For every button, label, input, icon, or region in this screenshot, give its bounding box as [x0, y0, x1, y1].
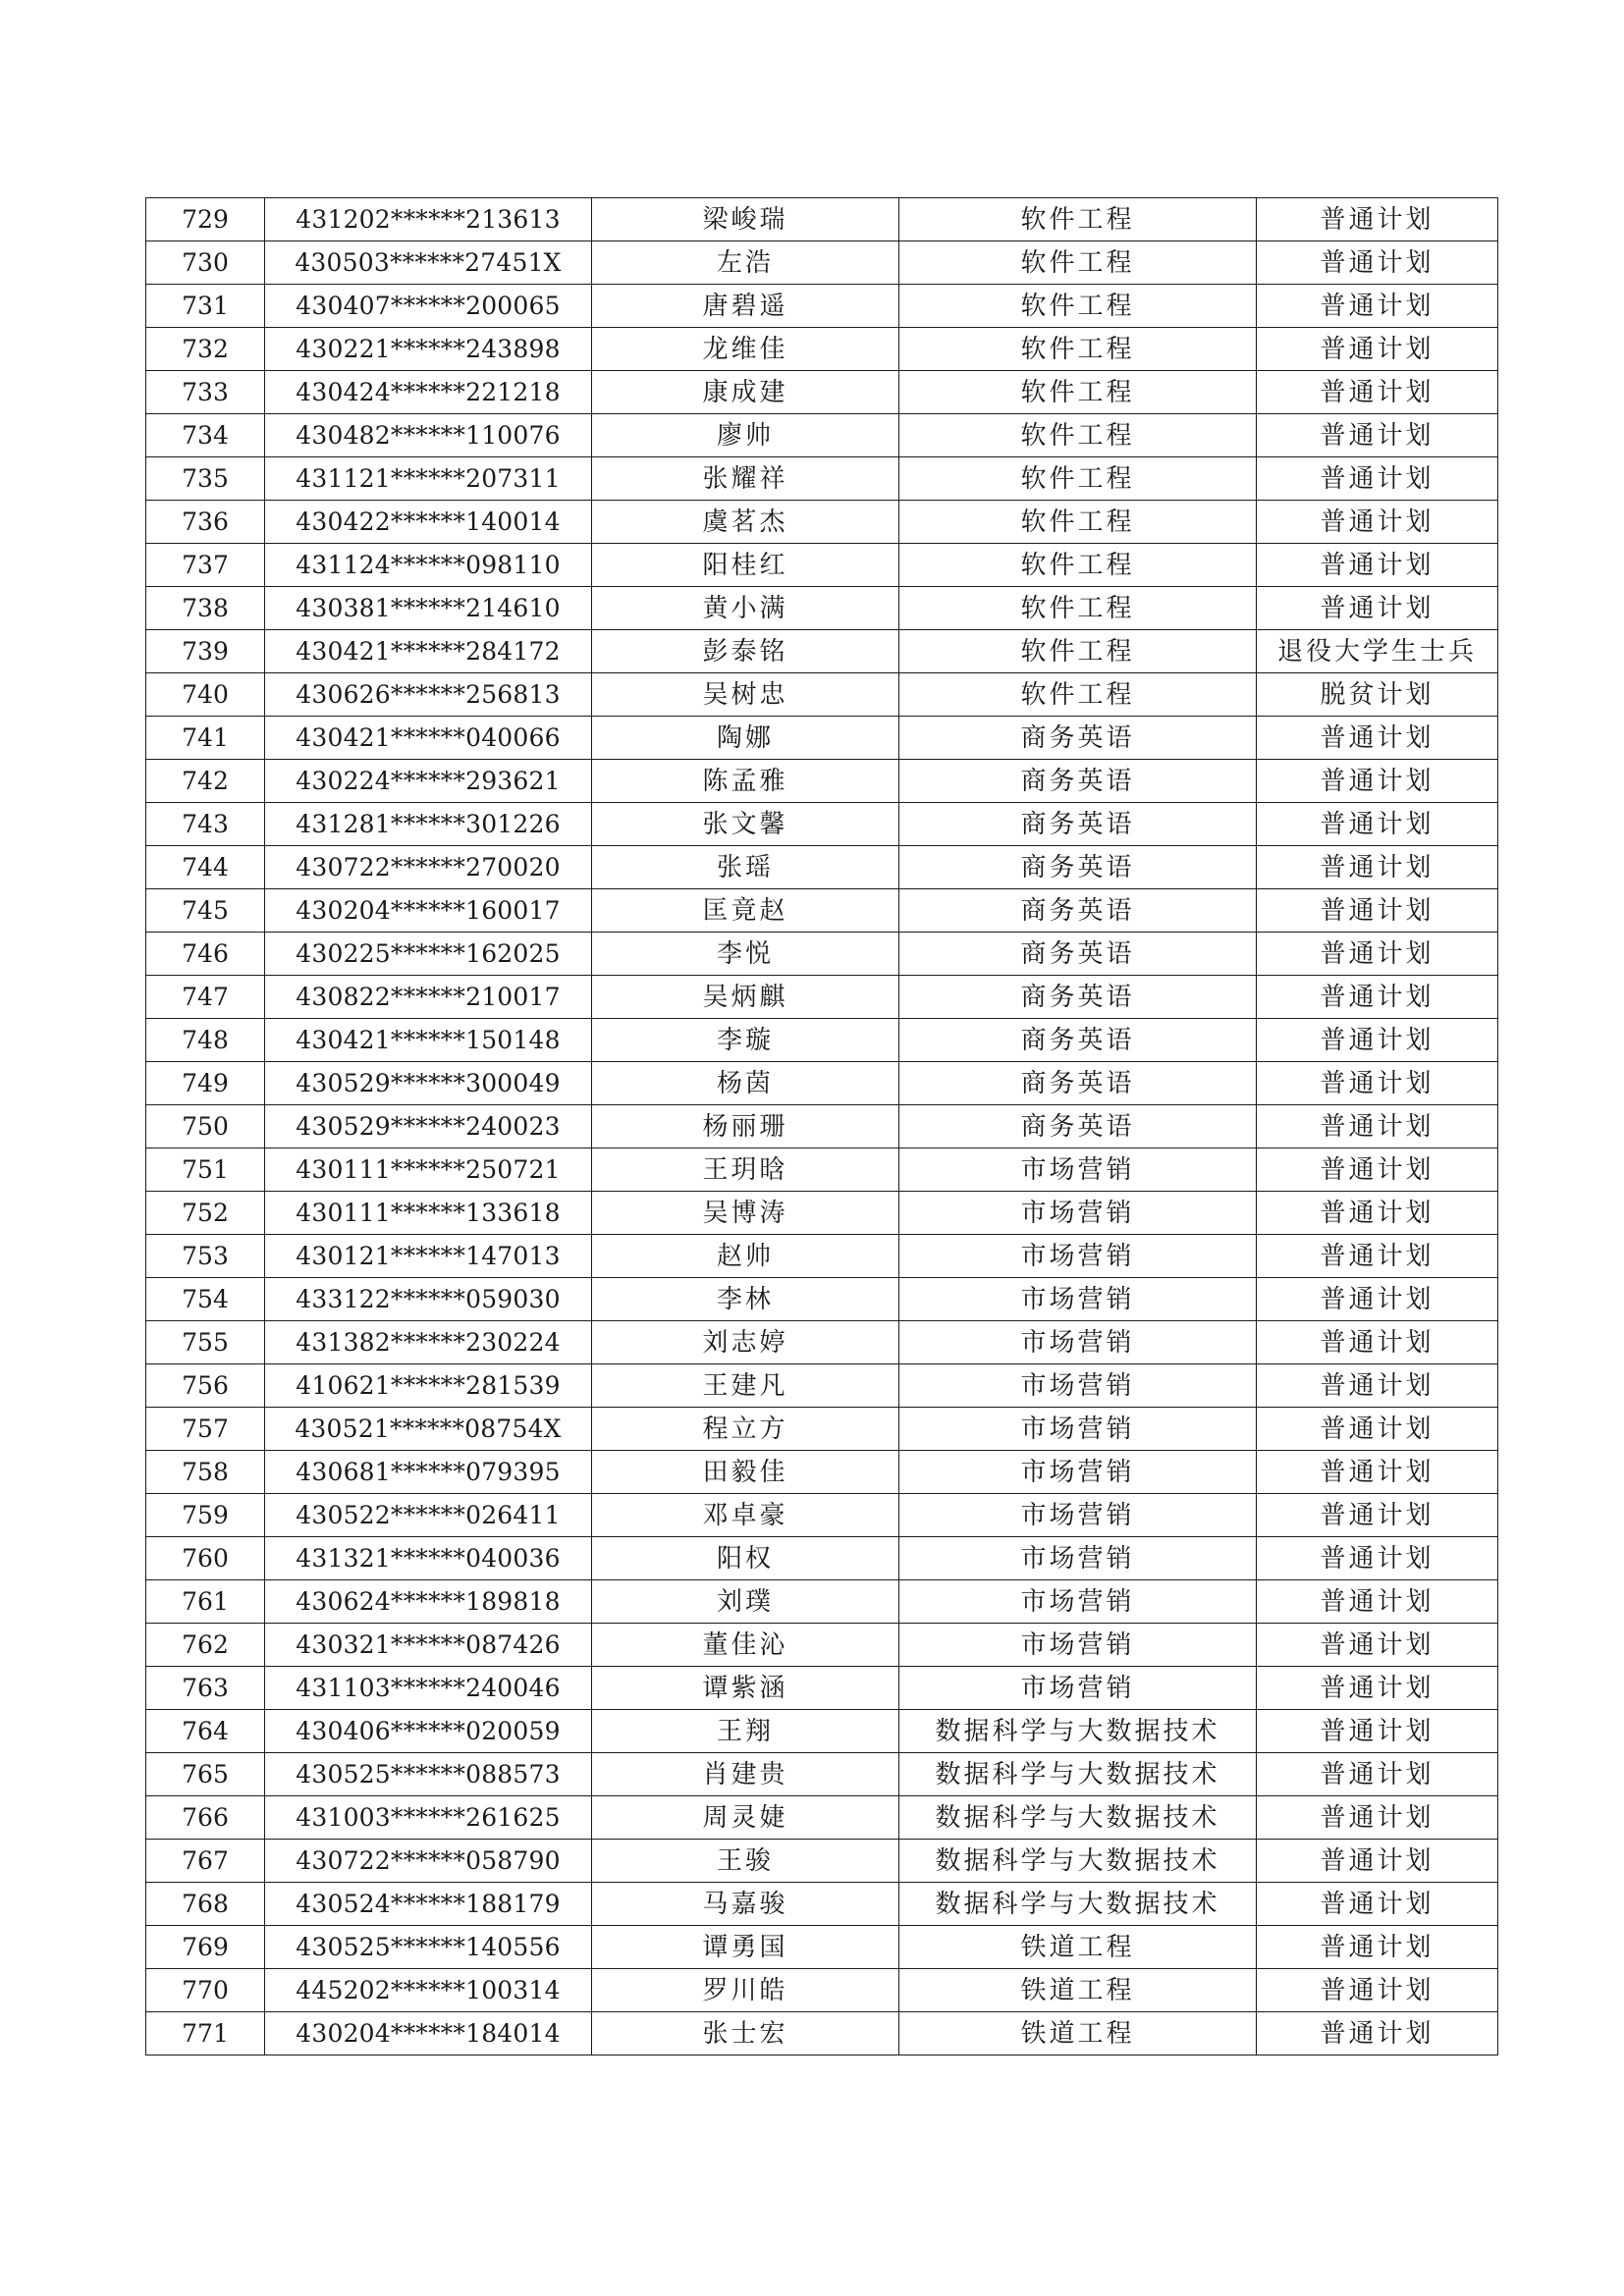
- major-cell: 市场营销: [899, 1364, 1257, 1408]
- student-name-cell: 刘璞: [592, 1580, 899, 1624]
- id-number-cell: 431202******213613: [265, 198, 592, 241]
- student-name-cell: 匡竟赵: [592, 889, 899, 933]
- id-number-cell: 430406******020059: [265, 1710, 592, 1753]
- major-cell: 软件工程: [899, 414, 1257, 457]
- id-number-cell: 431281******301226: [265, 803, 592, 846]
- id-number-cell: 433122******059030: [265, 1278, 592, 1321]
- id-number-cell: 431382******230224: [265, 1321, 592, 1364]
- table-row: [146, 717, 1498, 760]
- student-name-cell: 阳桂红: [592, 544, 899, 587]
- plan-type-cell: 普通计划: [1257, 1494, 1498, 1537]
- table-row: [146, 198, 1498, 241]
- plan-type-cell: 普通计划: [1257, 889, 1498, 933]
- plan-type-cell: 普通计划: [1257, 371, 1498, 414]
- id-number-cell: 430407******200065: [265, 285, 592, 328]
- student-name-cell: 陈孟雅: [592, 760, 899, 803]
- table-row: [146, 587, 1498, 630]
- student-name-cell: 吴树忠: [592, 673, 899, 717]
- id-number-cell: 431103******240046: [265, 1667, 592, 1710]
- table-row: [146, 1883, 1498, 1926]
- major-cell: 市场营销: [899, 1451, 1257, 1494]
- student-name-cell: 王建凡: [592, 1364, 899, 1408]
- id-number-cell: 430529******240023: [265, 1105, 592, 1148]
- seq-cell: 742: [146, 760, 265, 803]
- student-name-cell: 张士宏: [592, 2012, 899, 2056]
- id-number-cell: 431321******040036: [265, 1537, 592, 1580]
- student-name-cell: 罗川皓: [592, 1969, 899, 2012]
- seq-cell: 737: [146, 544, 265, 587]
- seq-cell: 730: [146, 241, 265, 285]
- student-name-cell: 康成建: [592, 371, 899, 414]
- id-number-cell: 430482******110076: [265, 414, 592, 457]
- id-number-cell: 430626******256813: [265, 673, 592, 717]
- table-row: [146, 241, 1498, 285]
- seq-cell: 754: [146, 1278, 265, 1321]
- major-cell: 商务英语: [899, 846, 1257, 889]
- table-row: [146, 1667, 1498, 1710]
- plan-type-cell: 普通计划: [1257, 803, 1498, 846]
- seq-cell: 733: [146, 371, 265, 414]
- major-cell: 数据科学与大数据技术: [899, 1796, 1257, 1840]
- major-cell: 铁道工程: [899, 1969, 1257, 2012]
- student-name-cell: 黄小满: [592, 587, 899, 630]
- major-cell: 市场营销: [899, 1321, 1257, 1364]
- student-name-cell: 唐碧遥: [592, 285, 899, 328]
- table-row: [146, 1278, 1498, 1321]
- plan-type-cell: 普通计划: [1257, 1710, 1498, 1753]
- table-row: [146, 1796, 1498, 1840]
- student-name-cell: 吴炳麒: [592, 976, 899, 1019]
- table-row: [146, 1969, 1498, 2012]
- table-row: [146, 544, 1498, 587]
- major-cell: 数据科学与大数据技术: [899, 1753, 1257, 1796]
- student-name-cell: 龙维佳: [592, 328, 899, 371]
- seq-cell: 757: [146, 1408, 265, 1451]
- student-name-cell: 肖建贵: [592, 1753, 899, 1796]
- id-number-cell: 430111******133618: [265, 1192, 592, 1235]
- major-cell: 商务英语: [899, 717, 1257, 760]
- plan-type-cell: 普通计划: [1257, 328, 1498, 371]
- id-number-cell: 410621******281539: [265, 1364, 592, 1408]
- major-cell: 软件工程: [899, 241, 1257, 285]
- id-number-cell: 431121******207311: [265, 457, 592, 501]
- student-name-cell: 程立方: [592, 1408, 899, 1451]
- seq-cell: 751: [146, 1148, 265, 1192]
- major-cell: 软件工程: [899, 544, 1257, 587]
- seq-cell: 750: [146, 1105, 265, 1148]
- student-name-cell: 赵帅: [592, 1235, 899, 1278]
- plan-type-cell: 普通计划: [1257, 1364, 1498, 1408]
- plan-type-cell: 普通计划: [1257, 1105, 1498, 1148]
- seq-cell: 736: [146, 501, 265, 544]
- id-number-cell: 430722******058790: [265, 1840, 592, 1883]
- seq-cell: 764: [146, 1710, 265, 1753]
- seq-cell: 732: [146, 328, 265, 371]
- major-cell: 软件工程: [899, 328, 1257, 371]
- table-row: [146, 1494, 1498, 1537]
- student-name-cell: 阳权: [592, 1537, 899, 1580]
- major-cell: 商务英语: [899, 976, 1257, 1019]
- student-name-cell: 谭勇国: [592, 1926, 899, 1969]
- major-cell: 市场营销: [899, 1537, 1257, 1580]
- table-row: [146, 1753, 1498, 1796]
- plan-type-cell: 普通计划: [1257, 414, 1498, 457]
- table-row: [146, 760, 1498, 803]
- table-row: [146, 933, 1498, 976]
- student-name-cell: 廖帅: [592, 414, 899, 457]
- student-name-cell: 彭泰铭: [592, 630, 899, 673]
- id-number-cell: 430421******150148: [265, 1019, 592, 1062]
- student-name-cell: 马嘉骏: [592, 1883, 899, 1926]
- major-cell: 软件工程: [899, 630, 1257, 673]
- id-number-cell: 430681******079395: [265, 1451, 592, 1494]
- seq-cell: 755: [146, 1321, 265, 1364]
- seq-cell: 729: [146, 198, 265, 241]
- table-row: [146, 803, 1498, 846]
- student-name-cell: 李悦: [592, 933, 899, 976]
- student-name-cell: 左浩: [592, 241, 899, 285]
- seq-cell: 761: [146, 1580, 265, 1624]
- major-cell: 市场营销: [899, 1494, 1257, 1537]
- major-cell: 数据科学与大数据技术: [899, 1883, 1257, 1926]
- plan-type-cell: 普通计划: [1257, 1321, 1498, 1364]
- id-number-cell: 431003******261625: [265, 1796, 592, 1840]
- table-row: [146, 1321, 1498, 1364]
- seq-cell: 771: [146, 2012, 265, 2056]
- major-cell: 数据科学与大数据技术: [899, 1840, 1257, 1883]
- table-row: [146, 630, 1498, 673]
- id-number-cell: 430422******140014: [265, 501, 592, 544]
- table-row: [146, 1537, 1498, 1580]
- student-name-cell: 王玥晗: [592, 1148, 899, 1192]
- seq-cell: 767: [146, 1840, 265, 1883]
- student-name-cell: 王骏: [592, 1840, 899, 1883]
- seq-cell: 744: [146, 846, 265, 889]
- seq-cell: 731: [146, 285, 265, 328]
- id-number-cell: 430321******087426: [265, 1624, 592, 1667]
- student-name-cell: 陶娜: [592, 717, 899, 760]
- seq-cell: 739: [146, 630, 265, 673]
- seq-cell: 747: [146, 976, 265, 1019]
- seq-cell: 753: [146, 1235, 265, 1278]
- table-row: [146, 1408, 1498, 1451]
- table-row: [146, 1926, 1498, 1969]
- plan-type-cell: 普通计划: [1257, 1278, 1498, 1321]
- student-name-cell: 梁峻瑞: [592, 198, 899, 241]
- plan-type-cell: 普通计划: [1257, 1667, 1498, 1710]
- table-row: [146, 846, 1498, 889]
- plan-type-cell: 普通计划: [1257, 717, 1498, 760]
- seq-cell: 741: [146, 717, 265, 760]
- admission-roster-table: [145, 197, 1498, 2056]
- student-name-cell: 刘志婷: [592, 1321, 899, 1364]
- student-name-cell: 周灵婕: [592, 1796, 899, 1840]
- plan-type-cell: 普通计划: [1257, 198, 1498, 241]
- seq-cell: 768: [146, 1883, 265, 1926]
- table-row: [146, 1235, 1498, 1278]
- plan-type-cell: 普通计划: [1257, 1148, 1498, 1192]
- id-number-cell: 430525******088573: [265, 1753, 592, 1796]
- student-name-cell: 张耀祥: [592, 457, 899, 501]
- plan-type-cell: 普通计划: [1257, 1451, 1498, 1494]
- table-row: [146, 1840, 1498, 1883]
- major-cell: 商务英语: [899, 1019, 1257, 1062]
- id-number-cell: 430121******147013: [265, 1235, 592, 1278]
- plan-type-cell: 普通计划: [1257, 1537, 1498, 1580]
- plan-type-cell: 普通计划: [1257, 544, 1498, 587]
- id-number-cell: 430524******188179: [265, 1883, 592, 1926]
- major-cell: 铁道工程: [899, 1926, 1257, 1969]
- plan-type-cell: 普通计划: [1257, 1883, 1498, 1926]
- student-name-cell: 虞茗杰: [592, 501, 899, 544]
- major-cell: 软件工程: [899, 587, 1257, 630]
- student-name-cell: 王翔: [592, 1710, 899, 1753]
- student-name-cell: 谭紫涵: [592, 1667, 899, 1710]
- table-row: [146, 371, 1498, 414]
- id-number-cell: 445202******100314: [265, 1969, 592, 2012]
- major-cell: 市场营销: [899, 1624, 1257, 1667]
- student-name-cell: 杨丽珊: [592, 1105, 899, 1148]
- table-row: [146, 328, 1498, 371]
- major-cell: 数据科学与大数据技术: [899, 1710, 1257, 1753]
- plan-type-cell: 普通计划: [1257, 933, 1498, 976]
- seq-cell: 748: [146, 1019, 265, 1062]
- id-number-cell: 430529******300049: [265, 1062, 592, 1105]
- seq-cell: 752: [146, 1192, 265, 1235]
- id-number-cell: 430224******293621: [265, 760, 592, 803]
- id-number-cell: 430111******250721: [265, 1148, 592, 1192]
- table-row: [146, 501, 1498, 544]
- id-number-cell: 430521******08754X: [265, 1408, 592, 1451]
- major-cell: 商务英语: [899, 1105, 1257, 1148]
- seq-cell: 760: [146, 1537, 265, 1580]
- plan-type-cell: 普通计划: [1257, 1969, 1498, 2012]
- major-cell: 市场营销: [899, 1278, 1257, 1321]
- plan-type-cell: 普通计划: [1257, 2012, 1498, 2056]
- major-cell: 市场营销: [899, 1148, 1257, 1192]
- id-number-cell: 430381******214610: [265, 587, 592, 630]
- roster-body: [146, 198, 1498, 2056]
- major-cell: 软件工程: [899, 371, 1257, 414]
- table-row: [146, 1710, 1498, 1753]
- major-cell: 市场营销: [899, 1192, 1257, 1235]
- table-row: [146, 414, 1498, 457]
- seq-cell: 766: [146, 1796, 265, 1840]
- table-row: [146, 1019, 1498, 1062]
- table-row: [146, 1105, 1498, 1148]
- plan-type-cell: 普通计划: [1257, 846, 1498, 889]
- seq-cell: 756: [146, 1364, 265, 1408]
- major-cell: 商务英语: [899, 933, 1257, 976]
- student-name-cell: 杨茵: [592, 1062, 899, 1105]
- id-number-cell: 430722******270020: [265, 846, 592, 889]
- table-row: [146, 1192, 1498, 1235]
- plan-type-cell: 退役大学生士兵: [1257, 630, 1498, 673]
- student-name-cell: 张瑶: [592, 846, 899, 889]
- student-name-cell: 田毅佳: [592, 1451, 899, 1494]
- seq-cell: 763: [146, 1667, 265, 1710]
- major-cell: 商务英语: [899, 1062, 1257, 1105]
- plan-type-cell: 普通计划: [1257, 1796, 1498, 1840]
- table-row: [146, 1451, 1498, 1494]
- plan-type-cell: 普通计划: [1257, 285, 1498, 328]
- id-number-cell: 430503******27451X: [265, 241, 592, 285]
- id-number-cell: 430204******160017: [265, 889, 592, 933]
- table-row: [146, 673, 1498, 717]
- plan-type-cell: 普通计划: [1257, 1408, 1498, 1451]
- id-number-cell: 430525******140556: [265, 1926, 592, 1969]
- plan-type-cell: 普通计划: [1257, 1926, 1498, 1969]
- student-name-cell: 张文馨: [592, 803, 899, 846]
- plan-type-cell: 普通计划: [1257, 1062, 1498, 1105]
- seq-cell: 762: [146, 1624, 265, 1667]
- table-row: [146, 285, 1498, 328]
- plan-type-cell: 普通计划: [1257, 1235, 1498, 1278]
- table-row: [146, 1624, 1498, 1667]
- plan-type-cell: 普通计划: [1257, 760, 1498, 803]
- id-number-cell: 430822******210017: [265, 976, 592, 1019]
- id-number-cell: 430225******162025: [265, 933, 592, 976]
- seq-cell: 745: [146, 889, 265, 933]
- major-cell: 商务英语: [899, 889, 1257, 933]
- id-number-cell: 430522******026411: [265, 1494, 592, 1537]
- id-number-cell: 430204******184014: [265, 2012, 592, 2056]
- table-row: [146, 1364, 1498, 1408]
- id-number-cell: 430424******221218: [265, 371, 592, 414]
- seq-cell: 738: [146, 587, 265, 630]
- seq-cell: 758: [146, 1451, 265, 1494]
- plan-type-cell: 普通计划: [1257, 457, 1498, 501]
- plan-type-cell: 普通计划: [1257, 587, 1498, 630]
- student-name-cell: 吴博涛: [592, 1192, 899, 1235]
- major-cell: 市场营销: [899, 1667, 1257, 1710]
- plan-type-cell: 普通计划: [1257, 1580, 1498, 1624]
- plan-type-cell: 普通计划: [1257, 1840, 1498, 1883]
- plan-type-cell: 普通计划: [1257, 1192, 1498, 1235]
- seq-cell: 740: [146, 673, 265, 717]
- major-cell: 商务英语: [899, 803, 1257, 846]
- plan-type-cell: 普通计划: [1257, 1624, 1498, 1667]
- major-cell: 软件工程: [899, 285, 1257, 328]
- seq-cell: 770: [146, 1969, 265, 2012]
- seq-cell: 749: [146, 1062, 265, 1105]
- table-row: [146, 889, 1498, 933]
- table-row: [146, 1062, 1498, 1105]
- major-cell: 市场营销: [899, 1580, 1257, 1624]
- table-row: [146, 457, 1498, 501]
- student-name-cell: 邓卓豪: [592, 1494, 899, 1537]
- id-number-cell: 430624******189818: [265, 1580, 592, 1624]
- id-number-cell: 430221******243898: [265, 328, 592, 371]
- major-cell: 软件工程: [899, 198, 1257, 241]
- seq-cell: 746: [146, 933, 265, 976]
- student-name-cell: 李林: [592, 1278, 899, 1321]
- major-cell: 商务英语: [899, 760, 1257, 803]
- table-row: [146, 2012, 1498, 2056]
- major-cell: 市场营销: [899, 1235, 1257, 1278]
- table-row: [146, 1580, 1498, 1624]
- plan-type-cell: 普通计划: [1257, 1753, 1498, 1796]
- seq-cell: 769: [146, 1926, 265, 1969]
- major-cell: 软件工程: [899, 501, 1257, 544]
- id-number-cell: 431124******098110: [265, 544, 592, 587]
- plan-type-cell: 普通计划: [1257, 1019, 1498, 1062]
- seq-cell: 743: [146, 803, 265, 846]
- plan-type-cell: 脱贫计划: [1257, 673, 1498, 717]
- student-name-cell: 董佳沁: [592, 1624, 899, 1667]
- seq-cell: 759: [146, 1494, 265, 1537]
- id-number-cell: 430421******040066: [265, 717, 592, 760]
- table-row: [146, 1148, 1498, 1192]
- plan-type-cell: 普通计划: [1257, 501, 1498, 544]
- seq-cell: 765: [146, 1753, 265, 1796]
- student-name-cell: 李璇: [592, 1019, 899, 1062]
- seq-cell: 734: [146, 414, 265, 457]
- major-cell: 市场营销: [899, 1408, 1257, 1451]
- major-cell: 软件工程: [899, 673, 1257, 717]
- plan-type-cell: 普通计划: [1257, 976, 1498, 1019]
- major-cell: 软件工程: [899, 457, 1257, 501]
- plan-type-cell: 普通计划: [1257, 241, 1498, 285]
- table-row: [146, 976, 1498, 1019]
- major-cell: 铁道工程: [899, 2012, 1257, 2056]
- seq-cell: 735: [146, 457, 265, 501]
- id-number-cell: 430421******284172: [265, 630, 592, 673]
